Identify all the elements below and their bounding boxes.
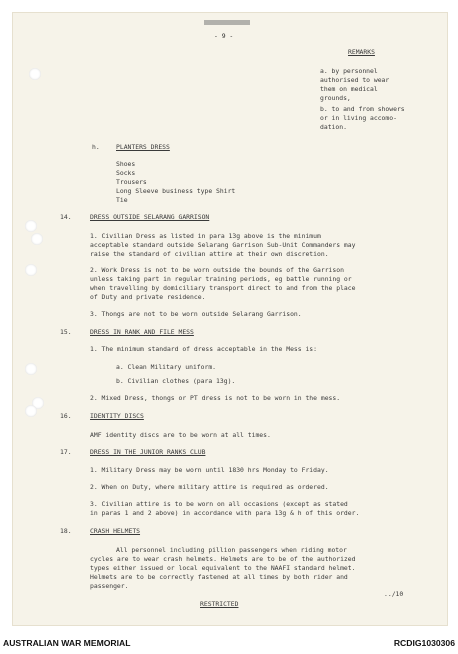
redacted-classification-stamp: [204, 20, 250, 25]
section-number: 16.: [60, 412, 72, 420]
remarks-a-line: them on medical: [320, 85, 378, 93]
section-number: 15.: [60, 328, 72, 336]
continuation-marker: ../10: [384, 590, 404, 598]
classification-footer: RESTRICTED: [200, 600, 239, 608]
paragraph-line: 1. Civilian Dress as listed in para 13g above is the minimum: [90, 232, 321, 240]
list-item: b. Civilian clothes (para 13g).: [116, 377, 236, 385]
planters-item: Socks: [116, 169, 136, 177]
section-title: IDENTITY DISCS: [90, 412, 144, 420]
section-title: DRESS OUTSIDE SELARANG GARRISON: [90, 213, 210, 221]
section-number: 17.: [60, 448, 72, 456]
section-title: DRESS IN THE JUNIOR RANKS CLUB: [90, 448, 206, 456]
caption-institution: AUSTRALIAN WAR MEMORIAL: [3, 638, 131, 648]
section-title: DRESS IN RANK AND FILE MESS: [90, 328, 194, 336]
paragraph-line: raise the standard of civilian attire at their own discretion.: [90, 250, 329, 258]
paragraph-line: 1. Military Dress may be worn until 1830 hrs Monday to Friday.: [90, 466, 329, 474]
paragraph-line: 2. When on Duty, where military attire is required as ordered.: [90, 483, 329, 491]
caption-record-id: RCDIG1030306: [393, 638, 455, 648]
planters-item: Trousers: [116, 178, 147, 186]
section-number: 18.: [60, 527, 72, 535]
remarks-title: REMARKS: [348, 48, 375, 56]
paragraph-line: Helmets are to be correctly fastened at all times by both rider and: [90, 573, 348, 581]
punch-hole: [25, 363, 37, 375]
paragraph-line: 3. Civilian attire is to be worn on all occasions (except as stated: [90, 500, 348, 508]
remarks-b-line: b. to and from showers: [320, 105, 405, 113]
page-number: - 9 -: [214, 32, 234, 40]
paragraph-line: AMF identity discs are to be worn at all times.: [90, 431, 271, 439]
list-item: a. Clean Military uniform.: [116, 363, 217, 371]
planters-letter: h.: [92, 143, 100, 151]
paragraph-line: 3. Thongs are not to be worn outside Selarang Garrison.: [90, 310, 302, 318]
paragraph-line: when travelling by domiciliary transport direct to and from the place: [90, 284, 356, 292]
punch-hole: [31, 233, 43, 245]
punch-hole: [25, 264, 37, 276]
planters-item: Long Sleeve business type Shirt: [116, 187, 236, 195]
paragraph-line: unless taking part in regular training periods, eg battle running or: [90, 275, 352, 283]
section-number: 14.: [60, 213, 72, 221]
planters-item: Shoes: [116, 160, 136, 168]
section-title: CRASH HELMETS: [90, 527, 141, 535]
remarks-b-line: or in living accomo-: [320, 114, 397, 122]
punch-hole: [25, 405, 37, 417]
remarks-a-line: grounds,: [320, 94, 351, 102]
punch-hole: [29, 68, 41, 80]
paragraph-line: acceptable standard outside Selarang Garrison Sub-Unit Commanders may: [90, 241, 356, 249]
planters-title: PLANTERS DRESS: [116, 143, 170, 151]
remarks-a-line: a. by personnel: [320, 67, 378, 75]
punch-hole: [25, 220, 37, 232]
remarks-b-line: dation.: [320, 123, 347, 131]
paragraph-line: in paras 1 and 2 above) in accordance with para 13g & h of this order.: [90, 509, 360, 517]
paragraph-line: 2. Mixed Dress, thongs or PT dress is not to be worn in the mess.: [90, 394, 341, 402]
paragraph-line: of Duty and private residence.: [90, 293, 206, 301]
paragraph-line: types either issued or local equivalent to the NAAFI standard helmet.: [90, 564, 356, 572]
paragraph-line: passenger.: [90, 582, 129, 590]
paragraph-line: 1. The minimum standard of dress acceptable in the Mess is:: [90, 345, 318, 353]
remarks-a-line: authorised to wear: [320, 76, 390, 84]
planters-item: Tie: [116, 196, 128, 204]
paragraph-line: cycles are to wear crash helmets. Helmets are to be of the authorized: [90, 555, 356, 563]
paragraph-line: 2. Work Dress is not to be worn outside the bounds of the Garrison: [90, 266, 344, 274]
paragraph-line: All personnel including pillion passengers when riding motor: [116, 546, 347, 554]
